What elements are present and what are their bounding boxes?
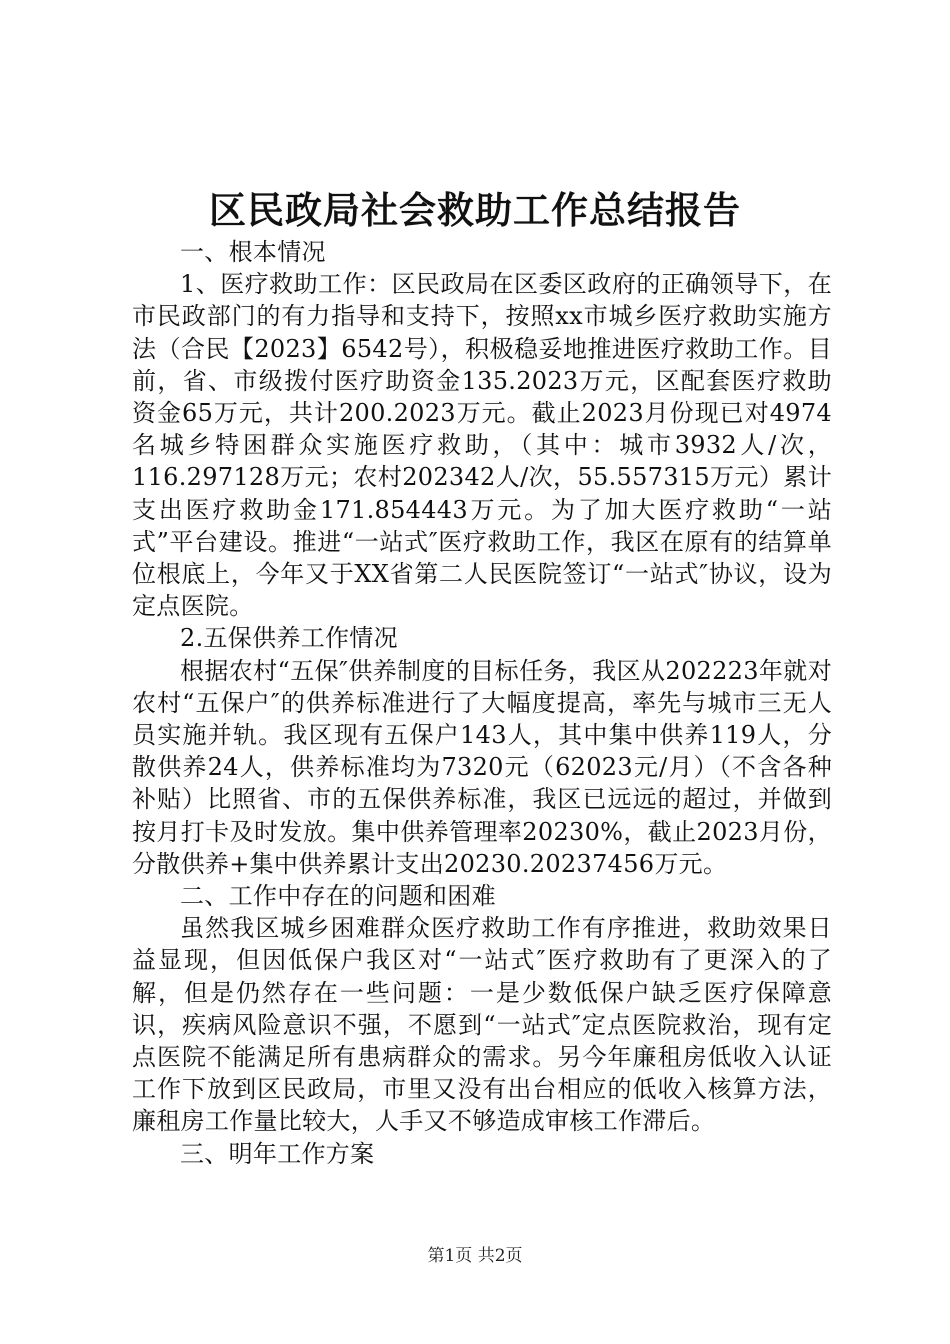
paragraph-medical-aid: 1、医疗救助工作：区民政局在区委区政府的正确领导下，在市民政部门的有力指导和支持下，按照xx市城乡医疗救助实施方法（合民【2023】6542号），积极稳妥地推进医疗救助工作。目前，省、市级拨付医疗助资金135.2023万元，区配套医疗救助资金65万元，共计200.2023万元。截止2023月份现已对4974名城乡特困群众实施医疗救助，（其中：城市3932人/次，116.297128万元；农村202342人/次，55.557315万元）累计支出医疗救助金171.854443万元。为了加大医疗救助“一站式”平台建设。推进“一站式″医疗救助工作，我区在原有的结算单位根底上，今年又于XX省第二人民医院签订“一站式″协议，设为定点医院。: [132, 270, 832, 621]
paragraph-five-guarantees: 根据农村“五保″供养制度的目标任务，我区从202223年就对农村“五保户″的供养标准进行了大幅度提高，率先与城市三无人员实施并轨。我区现有五保户143人，其中集中供养119人，分散供养24人，供养标准均为7320元（62023元/月）（不含各种补贴）比照省、市的五保供养标准，我区已远远的超过，并做到按月打卡及时发放。集中供养管理率20230%，截止2023月份，分散供养+集中供养累计支出20230.20237456万元。: [132, 656, 832, 878]
document-title: 区民政局社会救助工作总结报告: [209, 188, 741, 232]
page-number-footer: 第1页 共2页: [427, 1246, 523, 1266]
section-heading-problems: 二、工作中存在的问题和困难: [180, 882, 496, 911]
document-body: [132, 236, 832, 1170]
paragraph-problems: 虽然我区城乡困难群众医疗救助工作有序推进，救助效果日益显现，但因低保户我区对“一站式″医疗救助有了更深入的了解，但是仍然存在一些问题：一是少数低保户缺乏医疗保障意识，疾病风险意识不强，不愿到“一站式″定点医院救治，现有定点医院不能满足所有患病群众的需求。另今年廉租房低收入认证工作下放到区民政局，市里又没有出台相应的低收入核算方法，廉租房工作量比较大，人手又不够造成审核工作滞后。: [132, 914, 832, 1136]
section-heading-next-year-plan: 三、明年工作方案: [180, 1139, 375, 1168]
subheading-five-guarantees: 2.五保供养工作情况: [180, 624, 398, 653]
section-heading-basic-situation: 一、根本情况: [180, 238, 326, 266]
